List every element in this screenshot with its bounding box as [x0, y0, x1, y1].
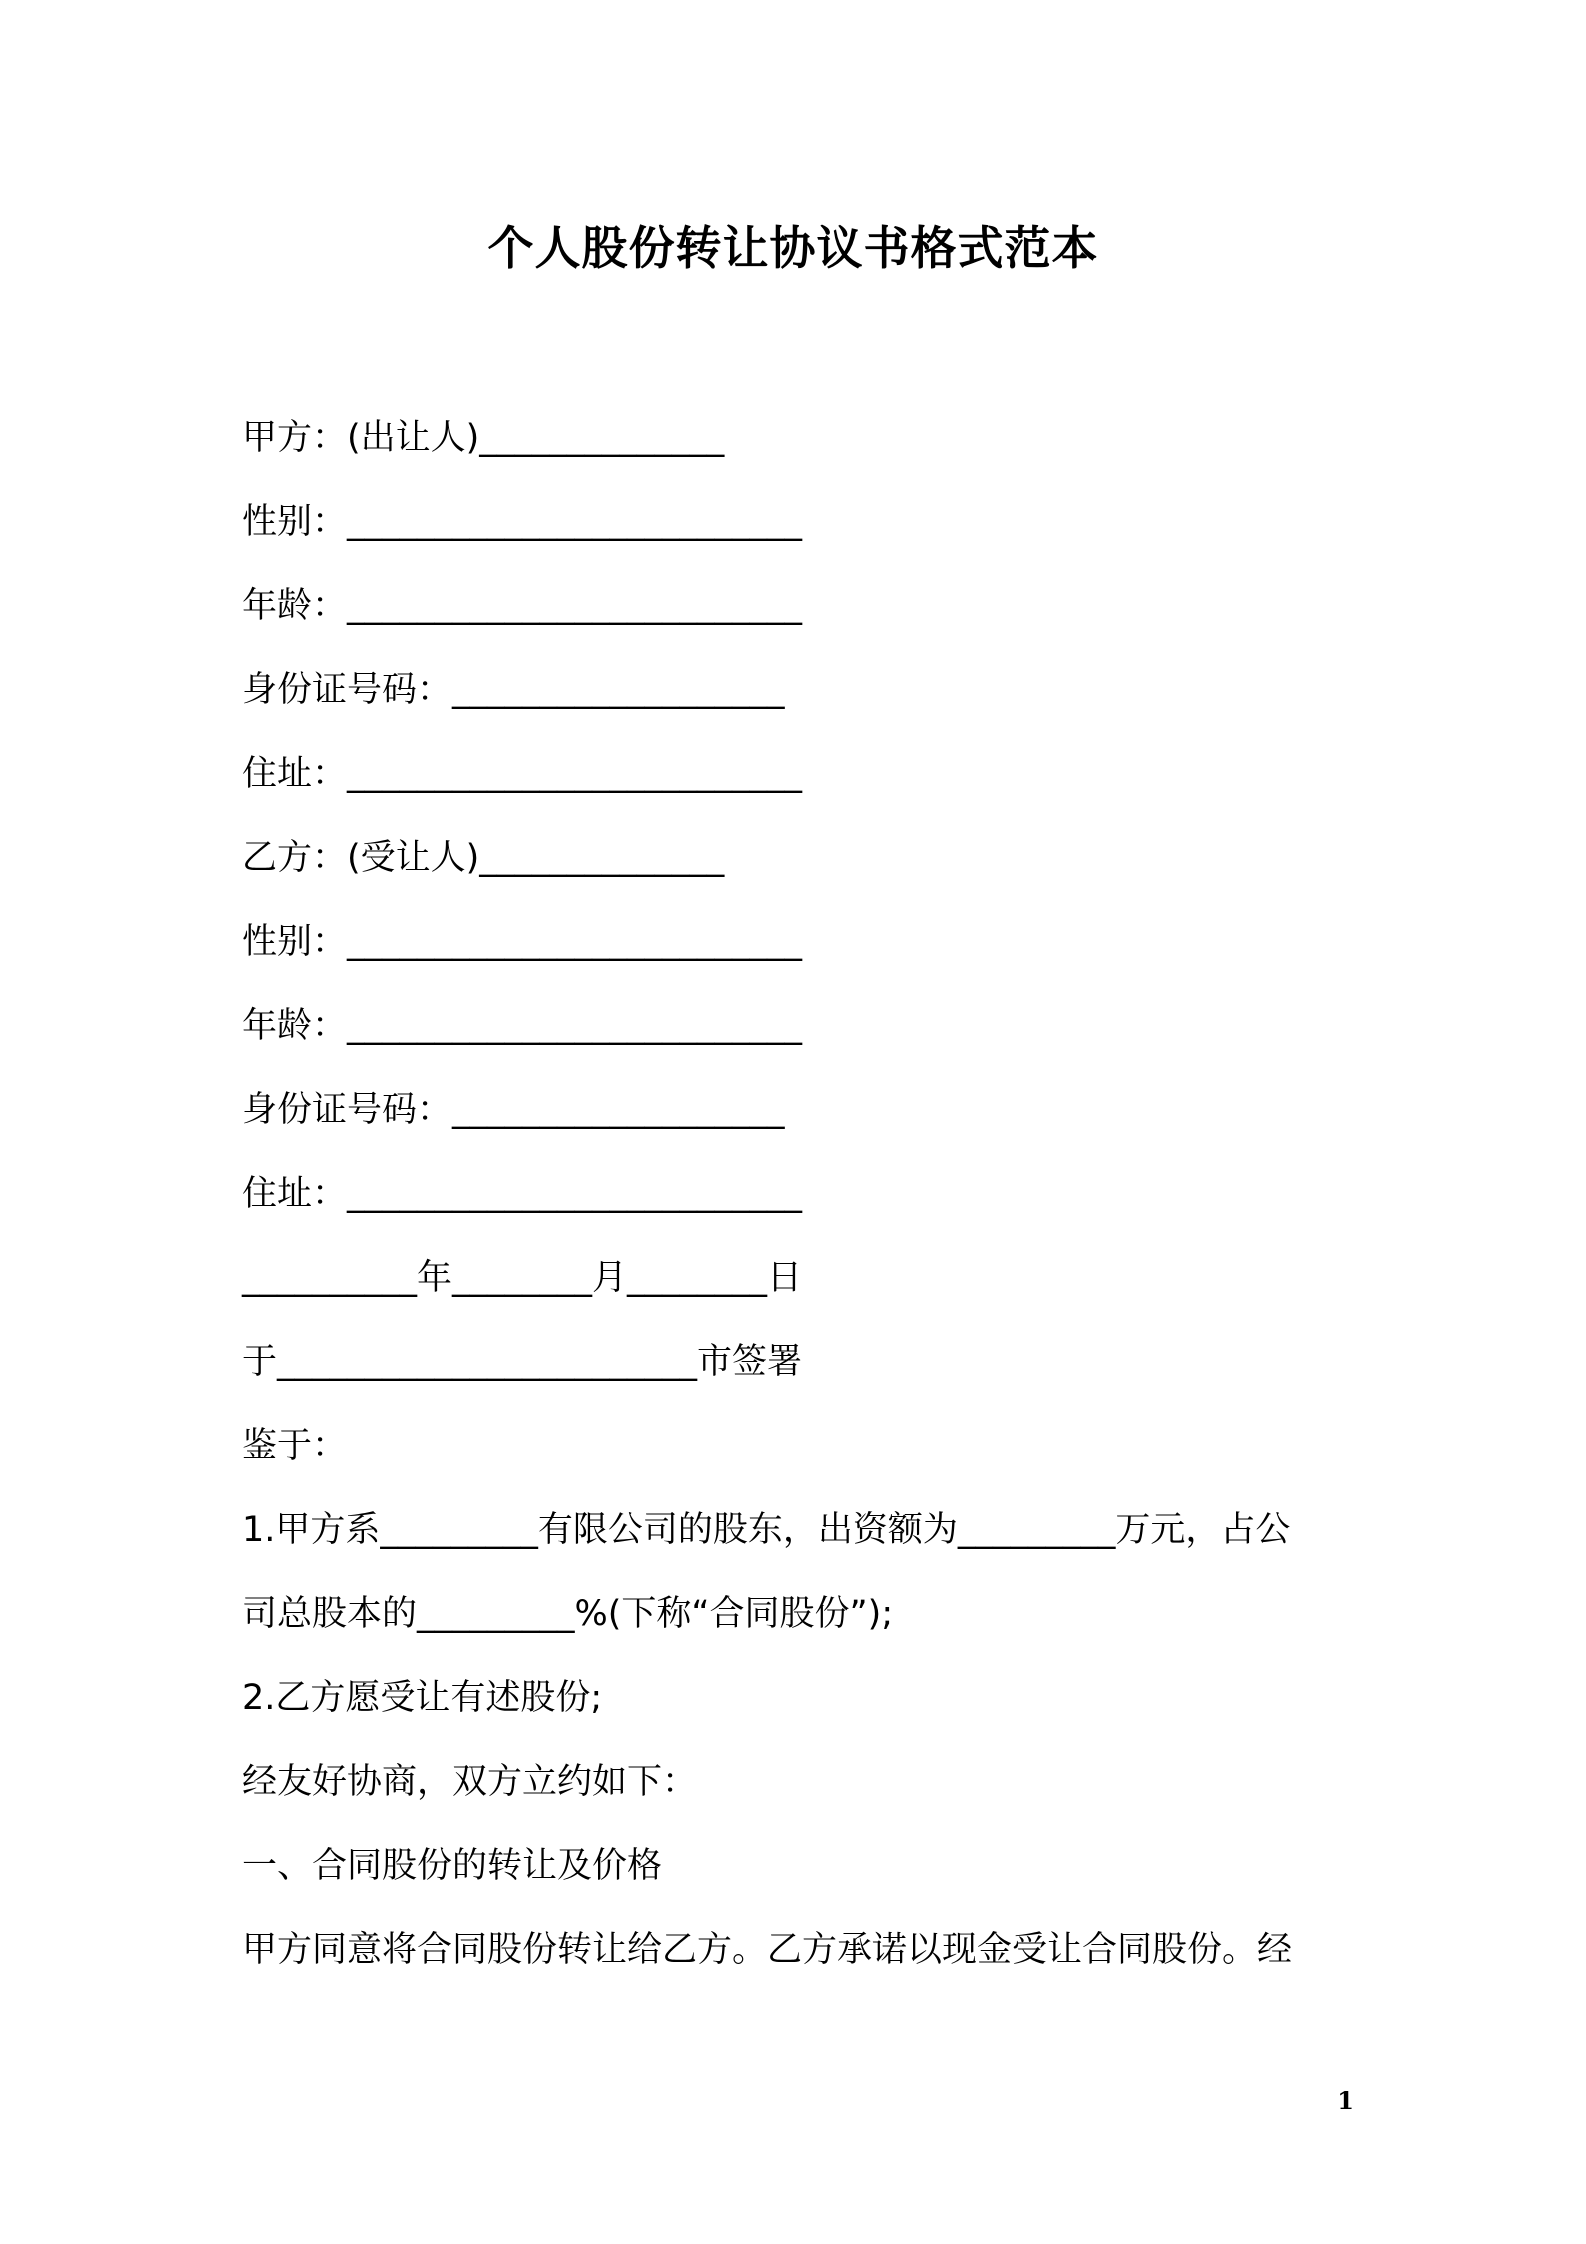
section-1-heading: 一、合同股份的转让及价格	[242, 1846, 663, 1886]
document-title: 个人股份转让协议书格式范本	[487, 221, 1099, 275]
party-b-id-line: 身份证号码：___________________	[242, 1090, 785, 1130]
signing-date-line: __________年________月________日	[242, 1258, 803, 1298]
whereas-heading: 鉴于：	[242, 1426, 348, 1466]
party-b-gender-line: 性别：__________________________	[242, 922, 803, 962]
party-a-age-line: 年龄：__________________________	[242, 586, 803, 626]
clause-2-line: 2.乙方愿受让有述股份;	[242, 1678, 603, 1718]
signing-city-line: 于________________________市签署	[242, 1342, 803, 1382]
clause-1-line-2: 司总股本的_________%(下称“合同股份”);	[242, 1594, 894, 1634]
agreement-intro-line: 经友好协商，双方立约如下：	[242, 1762, 698, 1802]
party-a-address-line: 住址：__________________________	[242, 754, 803, 794]
party-b-name-line: 乙方：(受让人)______________	[242, 838, 725, 878]
party-b-age-line: 年龄：__________________________	[242, 1006, 803, 1046]
party-a-gender-line: 性别：__________________________	[242, 502, 803, 542]
party-b-address-line: 住址：__________________________	[242, 1174, 803, 1214]
document-body	[242, 408, 1362, 2004]
clause-1-line-1: 1.甲方系_________有限公司的股东，出资额为_________万元，占公	[242, 1510, 1291, 1550]
section-1-text-line: 甲方同意将合同股份转让给乙方。乙方承诺以现金受让合同股份。经	[242, 1930, 1293, 1970]
party-a-name-line: 甲方：(出让人)______________	[242, 418, 725, 458]
page-number: 1	[1337, 2086, 1354, 2115]
party-a-id-line: 身份证号码：___________________	[242, 670, 785, 710]
